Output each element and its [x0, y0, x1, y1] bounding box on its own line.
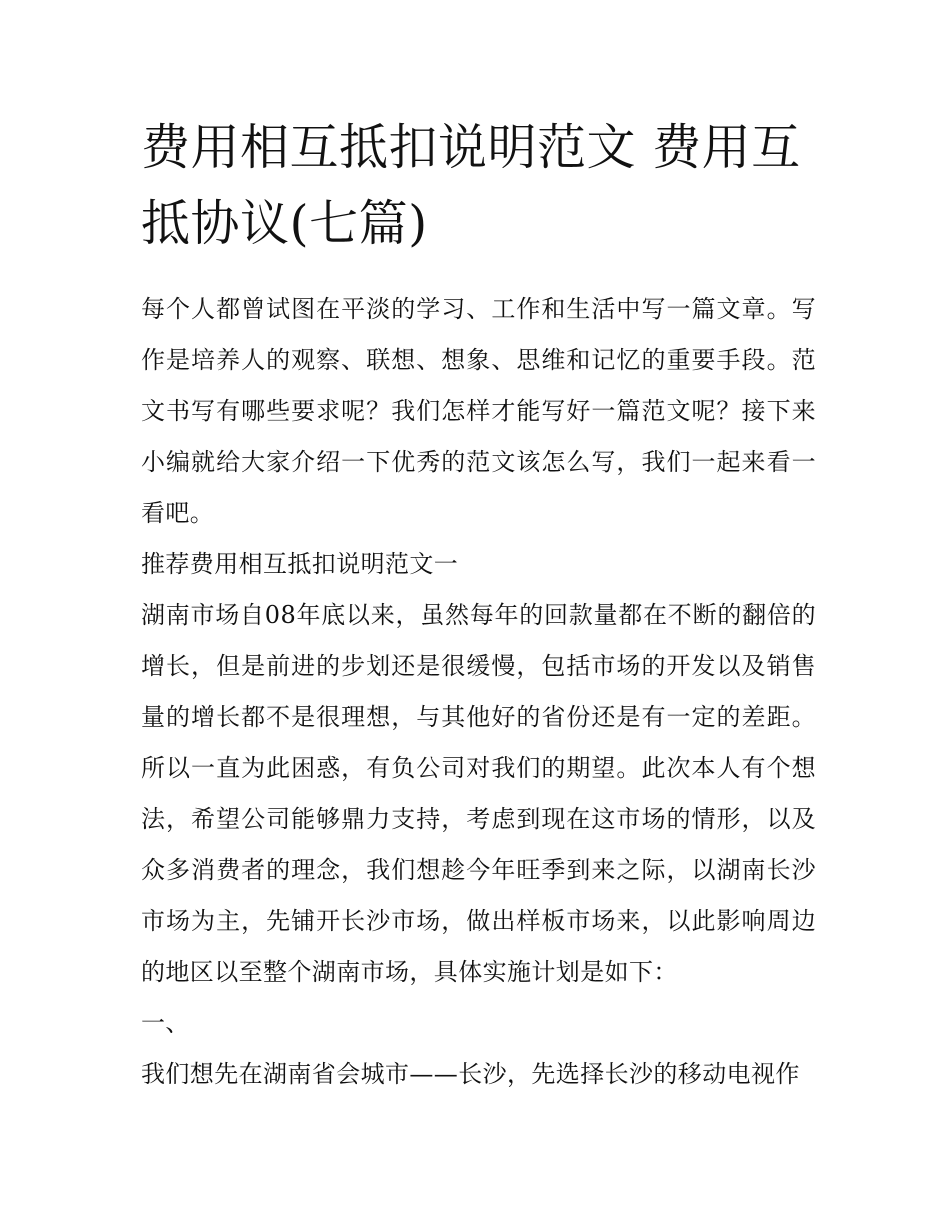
- document-body: [141, 284, 816, 1100]
- body-paragraph-continued: 我们想先在湖南省会城市——长沙，先选择长沙的移动电视作: [141, 1060, 800, 1088]
- document-title: 费用相互抵扣说明范文 费用互抵协议(七篇): [141, 119, 801, 252]
- section-heading: 推荐费用相互抵扣说明范文一: [141, 550, 459, 578]
- list-marker: 一、: [141, 1009, 190, 1037]
- document-page: [141, 110, 816, 1100]
- intro-paragraph: 每个人都曾试图在平淡的学习、工作和生活中写一篇文章。写作是培养人的观察、联想、想象、思维和记忆的重要手段。范文书写有哪些要求呢？我们怎样才能写好一篇范文呢？接下来小编就给大家介绍一下优秀的范文该怎么写，我们一起来看一看吧。: [141, 295, 816, 527]
- body-paragraph: 湖南市场自08年底以来，虽然每年的回款量都在不断的翻倍的增长，但是前进的步划还是很缓慢，包括市场的开发以及销售量的增长都不是很理想，与其他好的省份还是有一定的差距。所以一直为此困惑，有负公司对我们的期望。此次本人有个想法，希望公司能够鼎力支持，考虑到现在这市场的情形，以及众多消费者的理念，我们想趁今年旺季到来之际，以湖南长沙市场为主，先铺开长沙市场，做出样板市场来，以此影响周边的地区以至整个湖南市场，具体实施计划是如下：: [141, 601, 816, 986]
